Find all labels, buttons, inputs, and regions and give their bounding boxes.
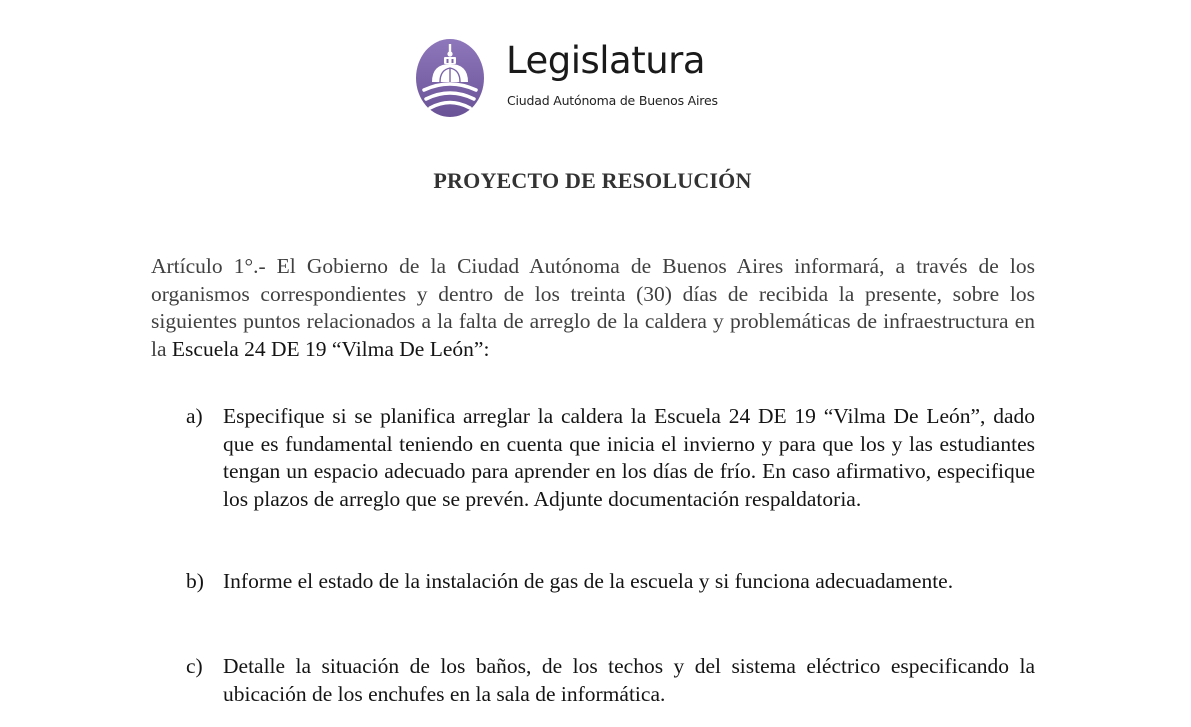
article-1-paragraph: [151, 253, 1035, 363]
list-item-label: b): [186, 569, 204, 593]
logo-subtitle: Ciudad Autónoma de Buenos Aires: [507, 93, 718, 108]
legislature-dome-emblem-icon: [414, 38, 486, 118]
list-item-text: Especifique si se planifica arreglar la caldera la Escuela 24 DE 19 “Vilma De León”, dado que es fundamental teniendo en cuenta que inicia el invierno y para que los y las estudiantes tengan un espacio adecuado para aprender en los días de frío. En caso afirmativo, especifique los plazos de arreglo que se prevén. Adjunte documentación respaldatoria.: [223, 404, 1035, 511]
list-item-text: Detalle la situación de los baños, de los techos y del sistema eléctrico especificando la ubicación de los enchufes en la sala de informática.: [223, 654, 1035, 706]
document-title: PROYECTO DE RESOLUCIÓN: [433, 168, 752, 193]
article-1-school-name: Escuela 24 DE 19 “Vilma De León”:: [171, 336, 490, 361]
list-item-text: Informe el estado de la instalación de gas de la escuela y si funciona adecuadamente.: [223, 569, 954, 593]
article-1-text: Artículo 1°.- El Gobierno de la Ciudad Autónoma de Buenos Aires informará, a través de los organismos correspondientes y dentro de los treinta (30) días de recibida la presente, sobre los siguientes puntos relacionados a la falta de arreglo de la caldera y problemáticas de infraestructura en la: [151, 254, 1035, 361]
list-item-label: a): [186, 404, 203, 428]
legislatura-logo: [414, 36, 718, 120]
logo-wordmark: Legislatura: [506, 39, 706, 82]
list-item-label: c): [186, 654, 203, 678]
